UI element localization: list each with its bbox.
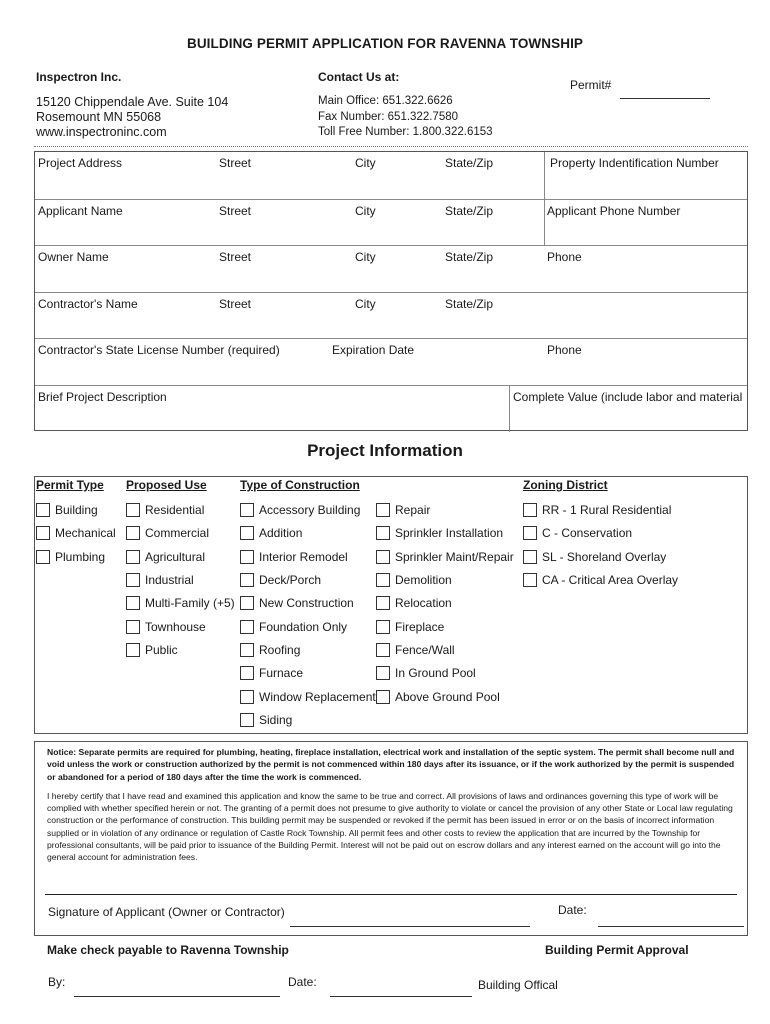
- building-permit-approval-label: Building Permit Approval: [545, 943, 689, 957]
- checkbox[interactable]: [240, 666, 254, 680]
- use-industrial-checkbox[interactable]: Industrial: [126, 573, 194, 587]
- property-id-label: Property Indentification Number: [550, 156, 719, 170]
- checkbox[interactable]: [126, 643, 140, 657]
- checkbox[interactable]: [36, 550, 50, 564]
- construction-type-heading: Type of Construction: [240, 478, 360, 492]
- contact-main-office: Main Office: 651.322.6626: [318, 95, 453, 107]
- check-payable-text: Make check payable to Ravenna Township: [47, 943, 289, 957]
- street-label: Street: [219, 203, 252, 218]
- construction-relocation-checkbox[interactable]: Relocation: [376, 596, 452, 610]
- zoning-district-heading: Zoning District: [523, 478, 608, 492]
- applicant-info-table: [34, 151, 748, 431]
- applicant-phone-label: Applicant Phone Number: [547, 203, 681, 218]
- contact-fax: Fax Number: 651.322.7580: [318, 111, 459, 123]
- checkbox[interactable]: [36, 526, 50, 540]
- construction-in-ground-pool-checkbox[interactable]: In Ground Pool: [376, 666, 476, 680]
- contractor-phone-label: Phone: [547, 343, 582, 358]
- construction-demolition-checkbox[interactable]: Demolition: [376, 573, 452, 587]
- use-commercial-checkbox[interactable]: Commercial: [126, 526, 209, 540]
- permit-type-heading: Permit Type: [36, 478, 104, 492]
- complete-value-label: Complete Value (include labor and material: [513, 390, 743, 404]
- approval-date-field[interactable]: [330, 996, 472, 997]
- checkbox[interactable]: [126, 573, 140, 587]
- checkbox[interactable]: [376, 690, 390, 704]
- construction-interior-remodel-checkbox[interactable]: Interior Remodel: [240, 550, 348, 564]
- license-number-label: Contractor's State License Number (required): [38, 343, 280, 358]
- checkbox[interactable]: [240, 596, 254, 610]
- construction-siding-checkbox[interactable]: Siding: [240, 713, 292, 727]
- checkbox[interactable]: [376, 503, 390, 517]
- permit-type-mechanical-checkbox[interactable]: Mechanical: [36, 526, 116, 540]
- checkbox[interactable]: [240, 573, 254, 587]
- city-label: City: [355, 156, 376, 170]
- checkbox[interactable]: [376, 596, 390, 610]
- checkbox[interactable]: [126, 503, 140, 517]
- city-label: City: [355, 203, 376, 218]
- checkbox[interactable]: [240, 690, 254, 704]
- signature-divider: [45, 894, 737, 895]
- contractor-row[interactable]: [35, 292, 747, 339]
- signature-label: Signature of Applicant (Owner or Contractor): [48, 905, 285, 919]
- company-address-line1: 15120 Chippendale Ave. Suite 104: [36, 95, 229, 109]
- construction-fence-wall-checkbox[interactable]: Fence/Wall: [376, 643, 455, 657]
- checkbox[interactable]: [376, 643, 390, 657]
- city-label: City: [355, 250, 376, 265]
- zoning-conservation-checkbox[interactable]: C - Conservation: [523, 526, 632, 540]
- owner-phone-label: Phone: [547, 250, 582, 265]
- construction-deck-porch-checkbox[interactable]: Deck/Porch: [240, 573, 321, 587]
- use-residential-checkbox[interactable]: Residential: [126, 503, 204, 517]
- checkbox[interactable]: [376, 666, 390, 680]
- construction-addition-checkbox[interactable]: Addition: [240, 526, 302, 540]
- approval-date-label: Date:: [288, 975, 317, 989]
- checkbox[interactable]: [240, 620, 254, 634]
- checkbox[interactable]: [523, 503, 537, 517]
- construction-sprinkler-maint-checkbox[interactable]: Sprinkler Maint/Repair: [376, 550, 514, 564]
- street-label: Street: [219, 156, 252, 170]
- state-zip-label: State/Zip: [445, 250, 494, 265]
- signature-field[interactable]: [290, 926, 530, 927]
- construction-foundation-only-checkbox[interactable]: Foundation Only: [240, 620, 347, 634]
- checkbox[interactable]: [126, 620, 140, 634]
- state-zip-label: State/Zip: [445, 156, 494, 170]
- checkbox[interactable]: [240, 713, 254, 727]
- construction-fireplace-checkbox[interactable]: Fireplace: [376, 620, 444, 634]
- use-townhouse-checkbox[interactable]: Townhouse: [126, 620, 206, 634]
- contact-heading: Contact Us at:: [318, 70, 400, 84]
- street-label: Street: [219, 250, 252, 265]
- use-multi-family-checkbox[interactable]: Multi-Family (+5): [126, 596, 235, 610]
- state-zip-label: State/Zip: [445, 296, 494, 311]
- checkbox[interactable]: [126, 526, 140, 540]
- by-field[interactable]: [74, 996, 280, 997]
- contractor-name-label: Contractor's Name: [38, 296, 138, 311]
- license-row[interactable]: [35, 338, 747, 385]
- use-agricultural-checkbox[interactable]: Agricultural: [126, 550, 205, 564]
- checkbox[interactable]: [126, 596, 140, 610]
- checkbox[interactable]: [376, 526, 390, 540]
- checkbox[interactable]: [376, 620, 390, 634]
- checkbox[interactable]: [376, 550, 390, 564]
- permit-number-field[interactable]: [620, 98, 710, 99]
- column-divider: [509, 386, 510, 432]
- zoning-critical-area-overlay-checkbox[interactable]: CA - Critical Area Overlay: [523, 573, 678, 587]
- checkbox[interactable]: [240, 526, 254, 540]
- permit-type-plumbing-checkbox[interactable]: Plumbing: [36, 550, 105, 564]
- certification-text: I hereby certify that I have read and examined this application and know the same to be true and correct. All provisions of laws and ordinances governing this type of work will be complied with whether specified herein or not. The granting of a permit does not presume to give authority to violate or cancel the provision of any other State or Local law regulating construction or the performance of construction. This building permit may be suspended or revoked if the permit has been issued in error or on the basis of incorrect information supplied or in violation of any ordinance or regulation of Castle Rock Township. All permit fees and other costs to review the application that are incurred by the Township for professional consultants, will be paid prior to issuance of the Building Permit. Interest will not be paid out on escrow dollars and any interest earned on the account will go into the general account for administration fees.: [47, 790, 733, 863]
- construction-accessory-building-checkbox[interactable]: Accessory Building: [240, 503, 360, 517]
- proposed-use-heading: Proposed Use: [126, 478, 207, 492]
- state-zip-label: State/Zip: [445, 203, 494, 218]
- street-label: Street: [219, 296, 252, 311]
- header-divider: [34, 146, 748, 147]
- zoning-shoreland-overlay-checkbox[interactable]: SL - Shoreland Overlay: [523, 550, 666, 564]
- company-name: Inspectron Inc.: [36, 70, 122, 84]
- checkbox[interactable]: [376, 573, 390, 587]
- date-label: Date:: [558, 903, 587, 917]
- date-field[interactable]: [598, 926, 744, 927]
- construction-roofing-checkbox[interactable]: Roofing: [240, 643, 300, 657]
- owner-name-label: Owner Name: [38, 250, 109, 265]
- project-description-label: Brief Project Description: [38, 390, 167, 404]
- building-official-label: Building Offical: [478, 978, 558, 992]
- contact-toll-free: Toll Free Number: 1.800.322.6153: [318, 126, 493, 138]
- zoning-rural-residential-checkbox[interactable]: RR - 1 Rural Residential: [523, 503, 671, 517]
- column-divider: [544, 152, 545, 199]
- company-address-line2: Rosemount MN 55068: [36, 110, 162, 124]
- checkbox[interactable]: [240, 550, 254, 564]
- description-row[interactable]: [35, 385, 747, 432]
- applicant-row[interactable]: [35, 199, 747, 246]
- construction-window-replacement-checkbox[interactable]: Window Replacement: [240, 690, 376, 704]
- project-address-row[interactable]: [35, 152, 747, 199]
- project-information-title: Project Information: [307, 441, 463, 460]
- checkbox[interactable]: [523, 526, 537, 540]
- checkbox[interactable]: [126, 550, 140, 564]
- city-label: City: [355, 296, 376, 311]
- notice-text: Notice: Separate permits are required for plumbing, heating, fireplace installation, electrical work and installation of the septic system. The permit shall become null and void unless the work or construction authorized by the permit is not commenced within 180 days after its issuance, or if the work authorized by the permit is suspended or abandoned for a period of 180 days after the time the work is commenced.: [47, 747, 735, 782]
- construction-above-ground-pool-checkbox[interactable]: Above Ground Pool: [376, 690, 500, 704]
- checkbox[interactable]: [240, 643, 254, 657]
- column-divider: [544, 200, 545, 246]
- owner-row[interactable]: [35, 245, 747, 292]
- permit-number-label: Permit#: [570, 78, 612, 92]
- construction-furnace-checkbox[interactable]: Furnace: [240, 666, 303, 680]
- project-address-label: Project Address: [38, 156, 123, 170]
- construction-repair-checkbox[interactable]: Repair: [376, 503, 430, 517]
- construction-new-construction-checkbox[interactable]: New Construction: [240, 596, 354, 610]
- applicant-name-label: Applicant Name: [38, 203, 123, 218]
- checkbox[interactable]: [36, 503, 50, 517]
- checkbox[interactable]: [523, 573, 537, 587]
- construction-sprinkler-installation-checkbox[interactable]: Sprinkler Installation: [376, 526, 503, 540]
- checkbox[interactable]: [240, 503, 254, 517]
- use-public-checkbox[interactable]: Public: [126, 643, 178, 657]
- permit-type-building-checkbox[interactable]: Building: [36, 503, 98, 517]
- expiration-date-label: Expiration Date: [332, 343, 415, 358]
- by-label: By:: [48, 975, 66, 989]
- checkbox[interactable]: [523, 550, 537, 564]
- page-title: BUILDING PERMIT APPLICATION FOR RAVENNA TOWNSHIP: [186, 36, 584, 51]
- company-website[interactable]: www.inspectroninc.com: [36, 125, 167, 139]
